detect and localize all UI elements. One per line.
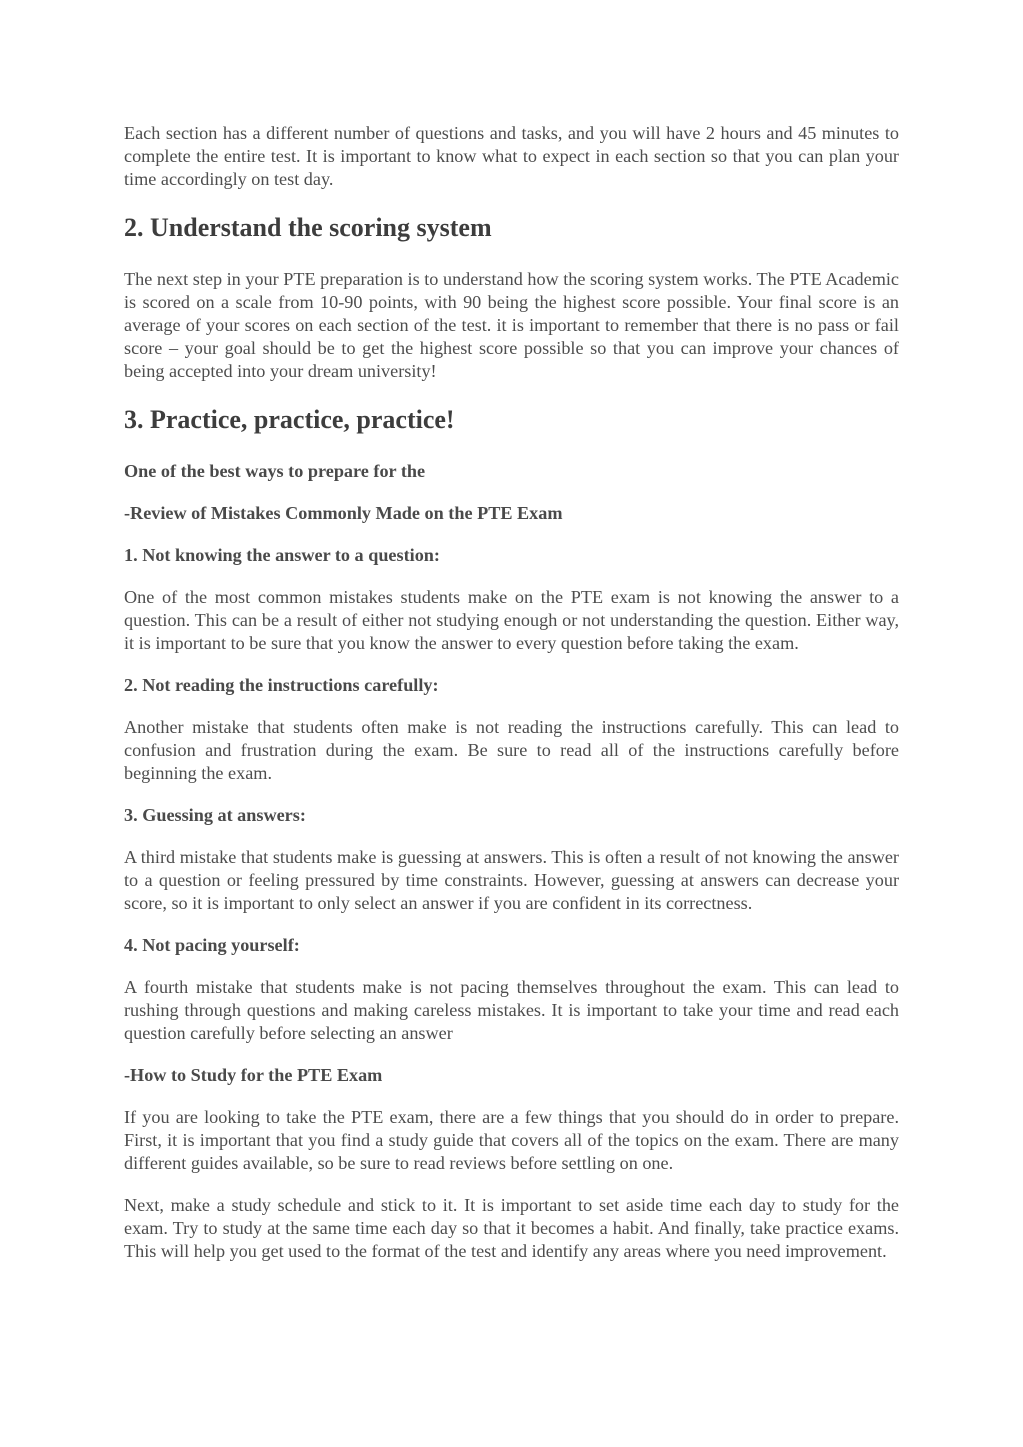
study-paragraph-2: Next, make a study schedule and stick to it. It is important to set aside time each day to study for the exam. Try to study at the same time each day so that it becomes a habit. And finally, take practice exams. This will help you get used to the format of the test and identify any areas where you need improvement. — [124, 1195, 899, 1261]
mistake-2-paragraph: Another mistake that students often make is not reading the instructions carefully. This can lead to confusion and frustration during the exam. Be sure to read all of the instructions carefully before beginning the exam. — [124, 717, 899, 783]
heading-mistake-4: 4. Not pacing yourself: — [124, 935, 300, 955]
document-page — [124, 122, 899, 1263]
heading-scoring-system: 2. Understand the scoring system — [124, 213, 492, 242]
heading-review-mistakes: -Review of Mistakes Commonly Made on the PTE Exam — [124, 503, 563, 523]
mistake-4-paragraph: A fourth mistake that students make is not pacing themselves throughout the exam. This can lead to rushing through questions and making careless mistakes. It is important to take your time and read each question carefully before selecting an answer — [124, 977, 899, 1043]
mistake-1-paragraph: One of the most common mistakes students make on the PTE exam is not knowing the answer to a question. This can be a result of either not studying enough or not understanding the question. Either way, it is important to be sure that you know the answer to every question before taking the exam. — [124, 587, 899, 653]
heading-mistake-3: 3. Guessing at answers: — [124, 805, 306, 825]
heading-mistake-1: 1. Not knowing the answer to a question: — [124, 545, 440, 565]
intro-paragraph: Each section has a different number of questions and tasks, and you will have 2 hours and 45 minutes to complete the entire test. It is important to know what to expect in each section so that you can plan your time accordingly on test day. — [124, 123, 899, 189]
study-paragraph-1: If you are looking to take the PTE exam, there are a few things that you should do in order to prepare. First, it is important that you find a study guide that covers all of the topics on the exam. There are many different guides available, so be sure to read reviews before settling on one. — [124, 1107, 899, 1173]
heading-practice: 3. Practice, practice, practice! — [124, 405, 455, 434]
mistake-3-paragraph: A third mistake that students make is guessing at answers. This is often a result of not knowing the answer to a question or feeling pressured by time constraints. However, guessing at answers can decrease your score, so it is important to only select an answer if you are confident in its correctness. — [124, 847, 899, 913]
heading-mistake-2: 2. Not reading the instructions carefully: — [124, 675, 439, 695]
heading-how-to-study: -How to Study for the PTE Exam — [124, 1065, 383, 1085]
scoring-paragraph: The next step in your PTE preparation is to understand how the scoring system works. The PTE Academic is scored on a scale from 10-90 points, with 90 being the highest score possible. Your final score is an average of your scores on each section of the test. it is important to remember that there is no pass or fail score – your goal should be to get the highest score possible so that you can improve your chances of being accepted into your dream university! — [124, 269, 899, 381]
best-ways-line: One of the best ways to prepare for the — [124, 461, 426, 481]
